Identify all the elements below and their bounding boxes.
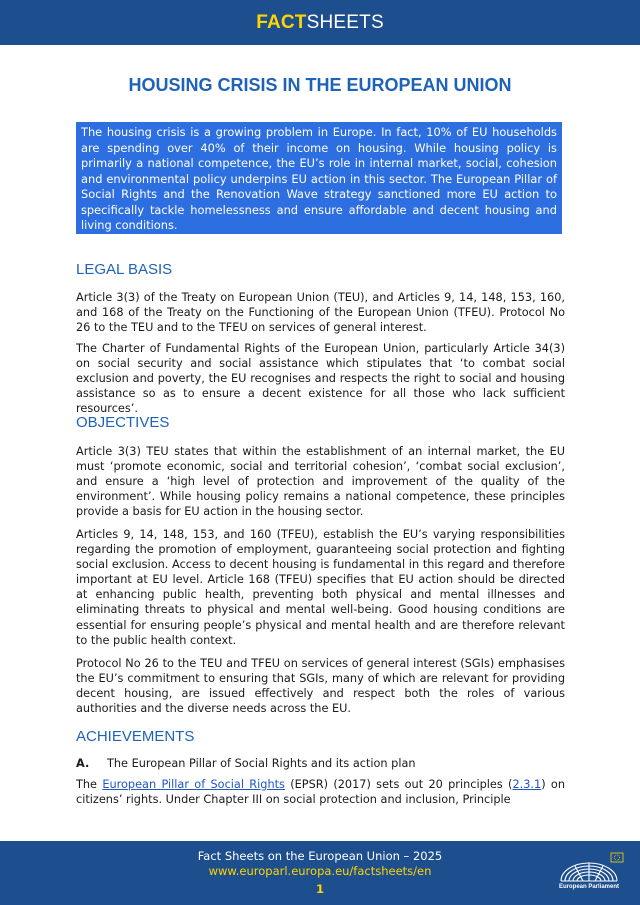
top-banner [0,0,640,45]
epsr-link[interactable]: European Pillar of Social Rights [102,778,285,791]
paragraph-text: ) on citizens’ rights. Under Chapter III on social protection and inclusion, Principle [76,778,565,807]
subsection-letter: A. [76,757,90,770]
page-number: 1 [315,882,324,896]
achievements-paragraph-1 [76,777,565,807]
reference-link[interactable]: 2.3.1 [512,778,542,791]
legal-basis-paragraph-2: The Charter of Fundamental Rights of the European Union, particularly Article 34(3) on social security and social assistance which stipulates that ‘to combat social exclusion and poverty, the EU recognises and respects the right to social and housing assistance so as to ensure a decent existence for all those who lack sufficient resources’. [76,342,565,416]
legal-basis-paragraph-1: Article 3(3) of the Treaty on European Union (TEU), and Articles 9, 14, 148, 153, 160, and 168 of the Treaty on the Functioning of the European Union (TFEU). Protocol No 26 to the TEU and to the TFEU on services of general interest. [76,291,565,335]
objectives-paragraph-2: Articles 9, 14, 148, 153, and 160 (TFEU), establish the EU’s varying responsibilities regarding the promotion of employment, guaranteeing social protection and fighting social exclusion. Access to decent housing is fundamental in this regard and therefore important at EU level. Article 168 (TFEU) specifies that EU action should be directed at enhancing public health, preventing both physical and mental illnesses and eliminating threats to physical and mental well-being. Good housing conditions are essential for ensuring people’s physical and mental health and are therefore relevant to the public health context. [76,528,565,647]
summary-box: The housing crisis is a growing problem in Europe. In fact, 10% of EU households are spending over 40% of their income on housing. While housing policy is primarily a national competence, the EU’s role in internal market, social, cohesion and environmental policy underpins EU action in this sector. The European Pillar of Social Rights and the Renovation Wave strategy sanctioned more EU action to specifically tackle homelessness and ensure affordable and decent housing and living conditions. [76,122,562,234]
paragraph-text: (EPSR) (2017) sets out 20 principles ( [284,778,513,791]
achievements-heading: ACHIEVEMENTS [76,728,195,745]
legal-basis-heading: LEGAL BASIS [76,261,173,278]
objectives-paragraph-3: Protocol No 26 to the TEU and TFEU on services of general interest (SGIs) emphasises the EU’s commitment to ensuring that SGIs, many of which are relevant for providing decent housing, are issued effectively and respect both the roles of various authorities and the diverse needs across the EU. [76,657,565,716]
footer-url-link[interactable]: www.europarl.europa.eu/factsheets/en [208,864,432,878]
page-title: HOUSING CRISIS IN THE EUROPEAN UNION [128,75,512,95]
footer-title: Fact Sheets on the European Union – 2025 [197,849,443,863]
brand-sheets: SHEETS [306,11,384,33]
objectives-paragraph-1: Article 3(3) TEU states that within the establishment of an internal market, the EU must ‘promote economic, social and territorial cohesion’, ‘combat social exclusion’, and ensure a ‘high level of protection and improvement of the quality of the environment’. While housing policy remains a national competence, these principles provide a basis for EU action in the housing sector. [76,445,565,519]
subsection-title: The European Pillar of Social Rights and its action plan [107,757,416,770]
objectives-heading: OBJECTIVES [76,414,170,431]
achievements-subsection-a [76,756,565,771]
european-parliament-label: European Parliament [558,884,620,890]
footer [0,841,640,905]
european-parliament-logo-icon [553,849,625,901]
factsheets-brand [256,12,384,34]
paragraph-text: The [76,778,103,791]
brand-fact: FACT [256,11,307,33]
